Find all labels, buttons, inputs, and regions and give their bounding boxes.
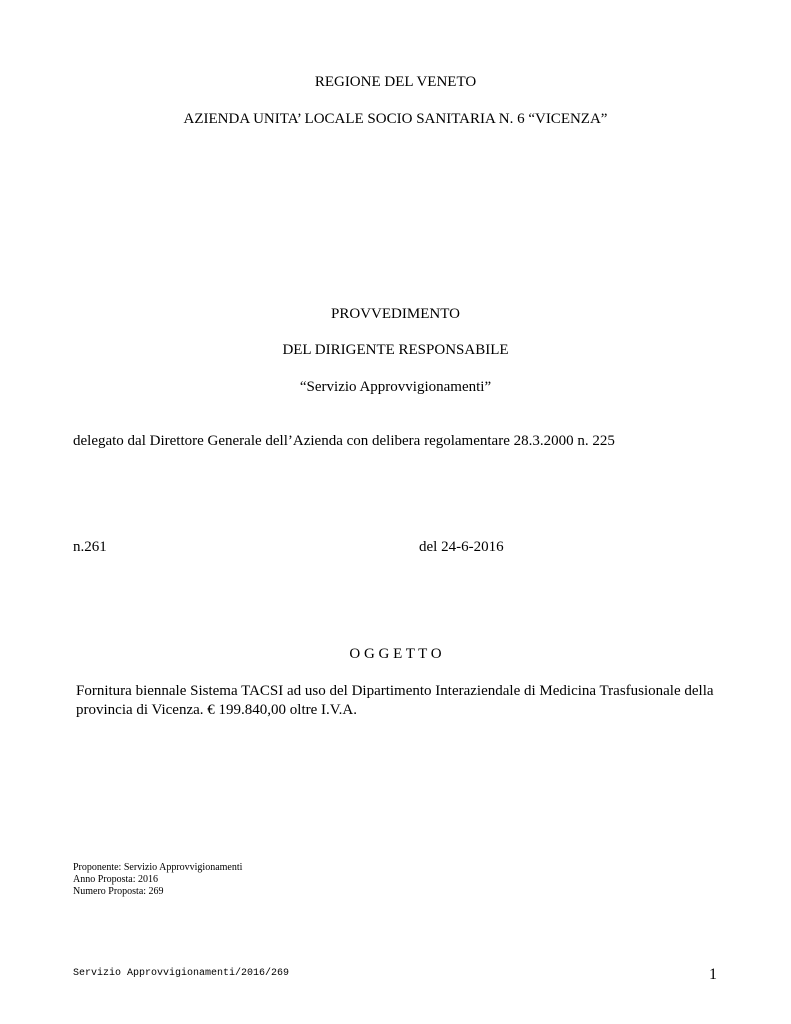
page-number: 1 <box>709 966 717 983</box>
agency-heading: AZIENDA UNITA’ LOCALE SOCIO SANITARIA N. 6 “VICENZA” <box>183 111 608 127</box>
proposal-info <box>73 862 242 898</box>
delegation-text: delegato dal Direttore Generale dell’Azienda con delibera regolamentare 28.3.2000 n. 225 <box>73 433 615 449</box>
act-date: del 24-6-2016 <box>419 539 504 555</box>
proponent-label: Proponente: Servizio Approvvigionamenti <box>73 862 243 873</box>
document-type-title: PROVVEDIMENTO <box>331 306 460 322</box>
object-text: Fornitura biennale Sistema TACSI ad uso del Dipartimento Interaziendale di Medicina Trasfusionale della provincia di Vicenza. € 199.840,00 oltre I.V.A. <box>76 683 714 718</box>
proposal-number: Numero Proposta: 269 <box>73 886 164 897</box>
proposal-year: Anno Proposta: 2016 <box>73 874 158 885</box>
footer-reference: Servizio Approvvigionamenti/2016/269 <box>73 968 290 979</box>
act-number: n.261 <box>73 539 107 555</box>
service-title: “Servizio Approvvigionamenti” <box>299 379 492 395</box>
region-heading: REGIONE DEL VENETO <box>314 74 477 90</box>
issuer-title: DEL DIRIGENTE RESPONSABILE <box>282 342 509 358</box>
object-heading: O G G E T T O <box>349 646 442 662</box>
